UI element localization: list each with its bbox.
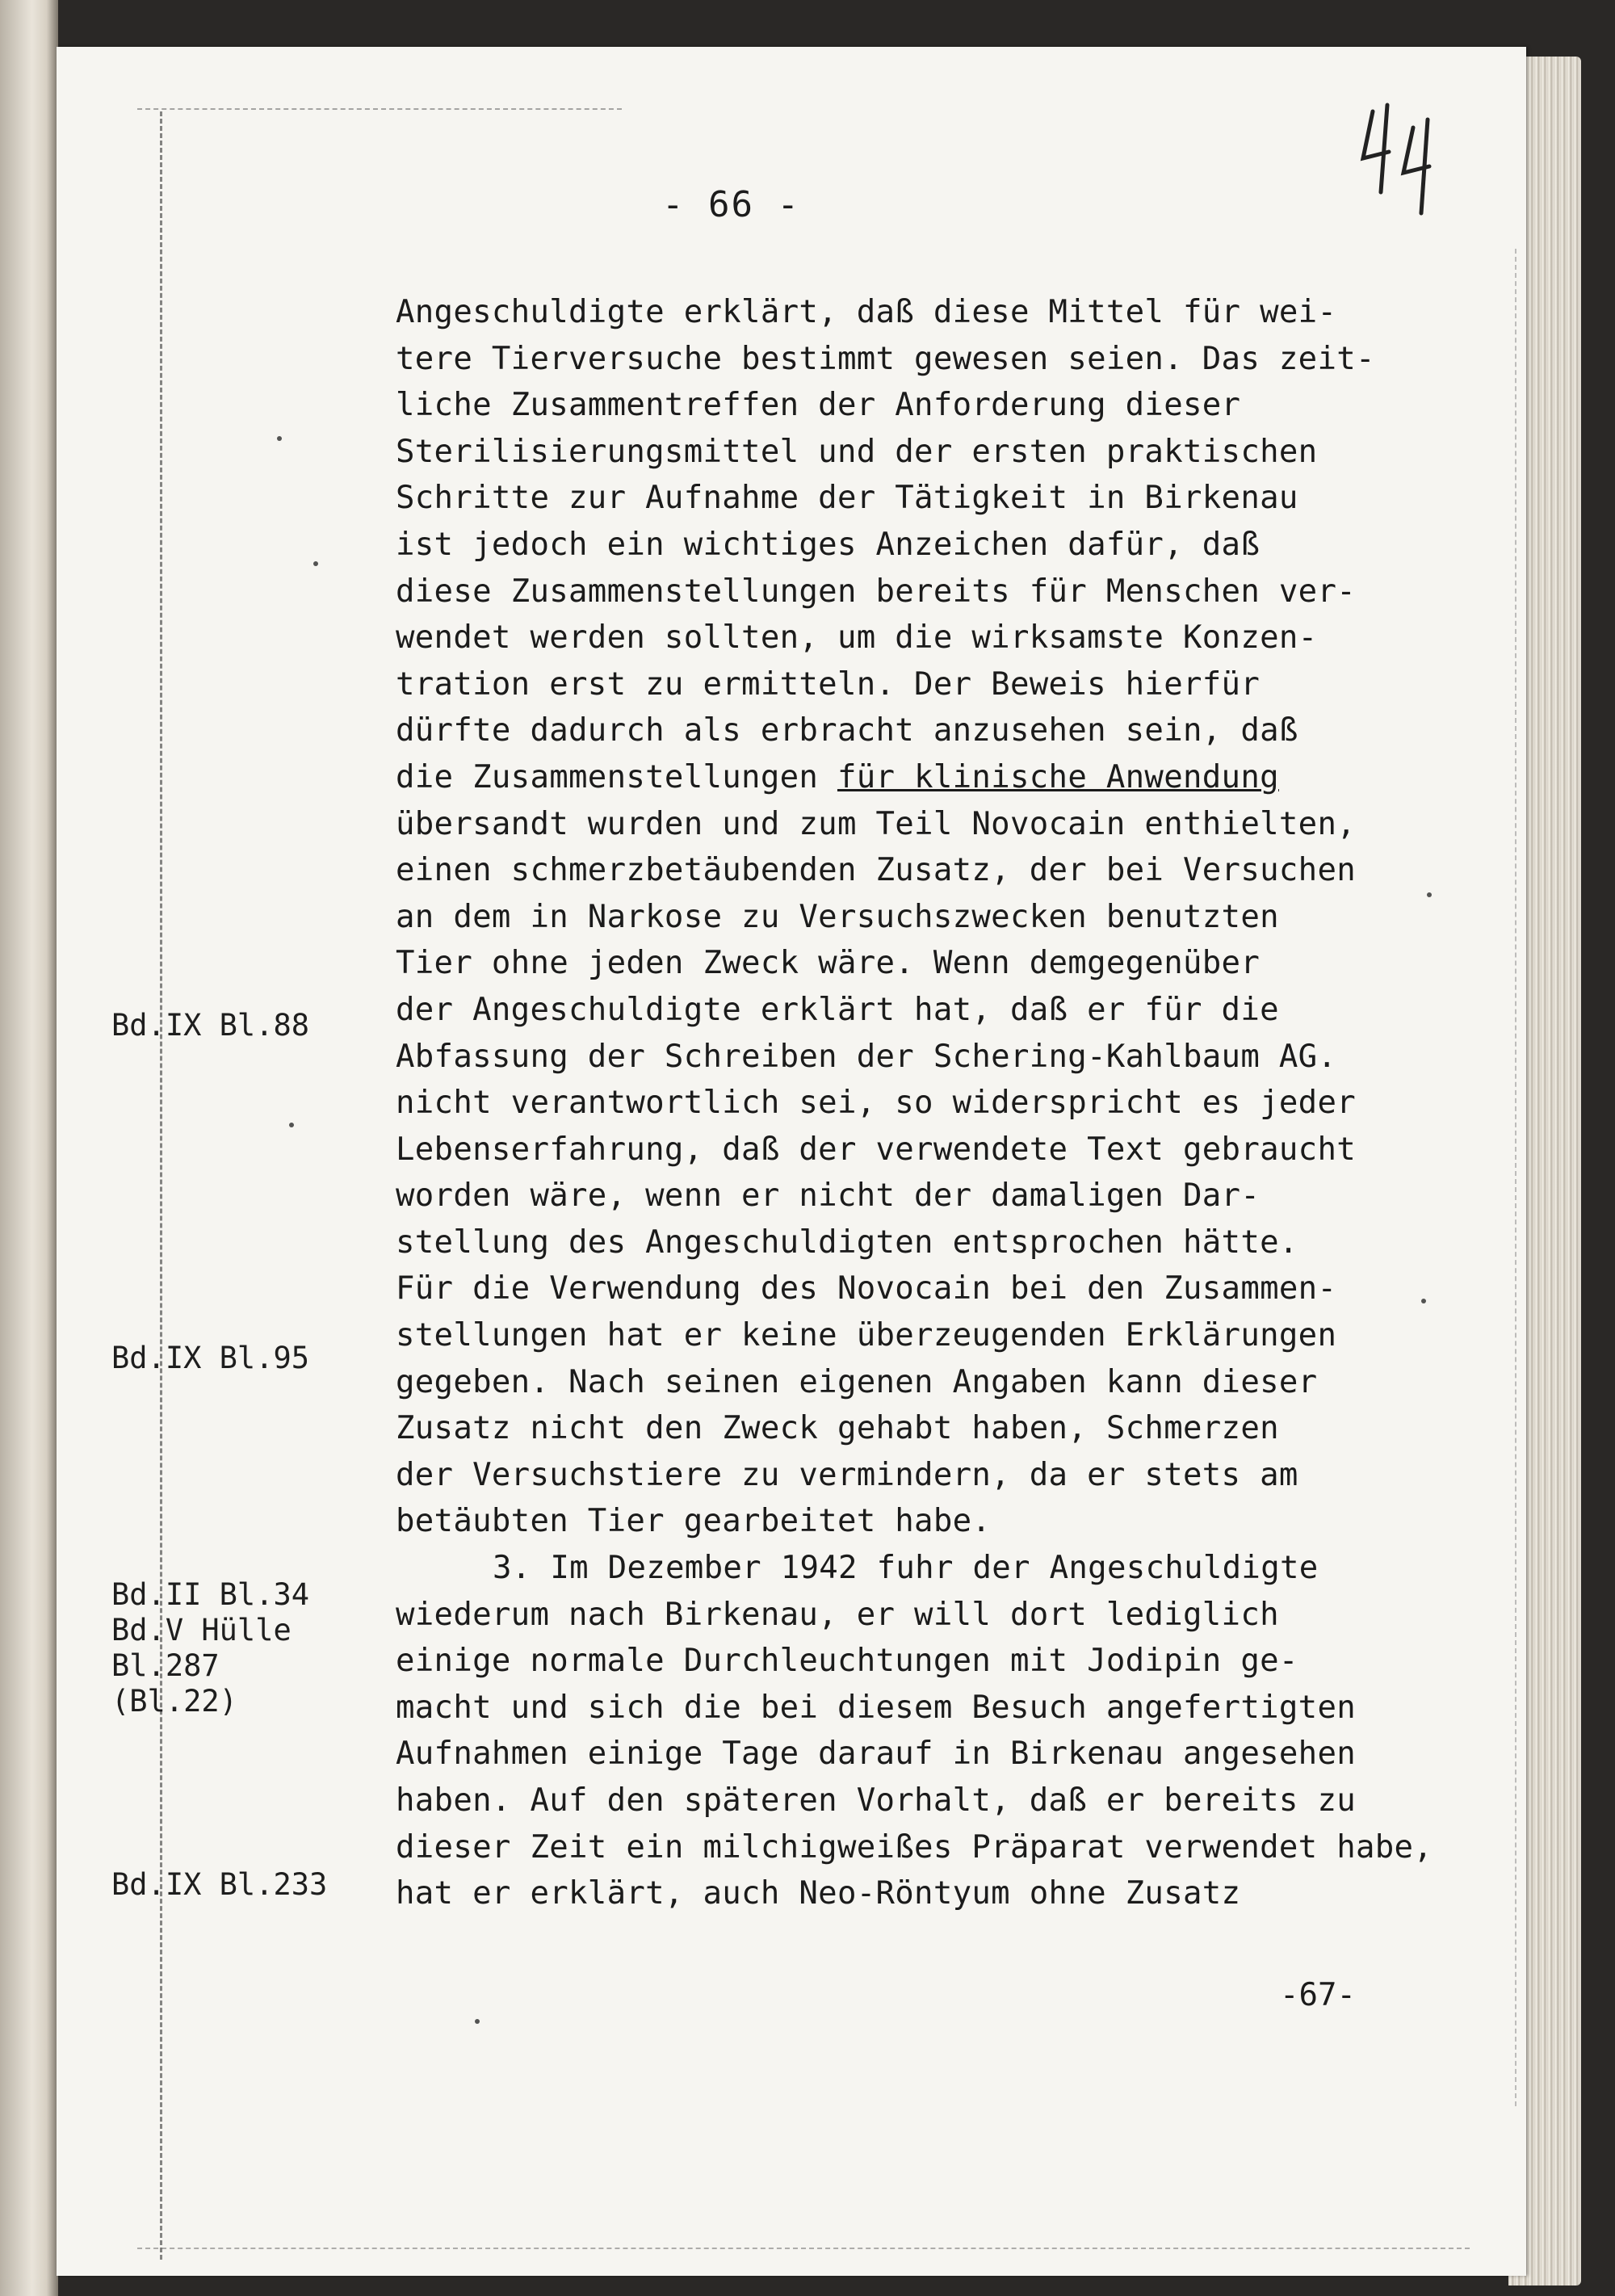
typed-rule-top — [137, 108, 622, 110]
text-line-content: nicht verantwortlich sei, so widerspricht es jeder — [396, 1085, 1356, 1122]
text-line — [396, 1685, 1421, 1731]
stray-mark — [1421, 1299, 1426, 1303]
text-line — [396, 1870, 1421, 1917]
margin-reference: Bd.II Bl.34 Bd.V Hülle Bl.287 (Bl.22) — [111, 1577, 310, 1719]
text-line-content: Zusatz nicht den Zweck gehabt haben, Schmerzen — [396, 1410, 1279, 1447]
text-line — [396, 1452, 1421, 1499]
text-line-content: hat er erklärt, auch Neo-Röntyum ohne Zusatz — [396, 1875, 1241, 1912]
text-line — [396, 1080, 1421, 1127]
stray-mark — [1427, 892, 1432, 897]
text-line — [396, 847, 1421, 894]
text-line-content: wiederum nach Birkenau, er will dort lediglich — [396, 1596, 1279, 1633]
text-line — [396, 987, 1421, 1034]
text-line-content: Angeschuldigte erklärt, daß diese Mittel für wei- — [396, 294, 1337, 330]
text-line-content: Für die Verwendung des Novocain bei den Zusammen- — [396, 1270, 1337, 1308]
text-line-content: stellungen hat er keine überzeugenden Erklärungen — [396, 1317, 1337, 1354]
text-line-content: der Angeschuldigte erklärt hat, daß er für die — [396, 991, 1279, 1028]
text-line — [396, 1173, 1421, 1219]
stray-mark — [475, 2019, 480, 2024]
text-line-content: übersandt wurden und zum Teil Novocain enthielten, — [396, 805, 1356, 842]
text-line — [396, 522, 1421, 569]
text-line — [396, 1731, 1421, 1778]
text-line-content: Sterilisierungsmittel und der ersten praktischen — [396, 433, 1318, 470]
book-spine-left — [0, 0, 58, 2296]
text-line-content: tere Tierversuche bestimmt gewesen seien. Das zeit- — [396, 340, 1375, 377]
text-line-content: 3. Im Dezember 1942 fuhr der Angeschuldigte — [493, 1550, 1319, 1587]
text-line — [396, 801, 1421, 848]
text-line — [396, 569, 1421, 615]
text-line-content: an dem in Narkose zu Versuchszwecken benutzten — [396, 898, 1279, 935]
text-line — [396, 894, 1421, 941]
text-line — [396, 1498, 1421, 1545]
text-line — [396, 1638, 1421, 1685]
text-line-content: stellung des Angeschuldigten entsprochen hätte. — [396, 1224, 1298, 1261]
text-line-content: gegeben. Nach seinen eigenen Angaben kann dieser — [396, 1363, 1318, 1400]
text-line — [396, 754, 1421, 801]
text-line — [396, 707, 1421, 754]
text-line — [396, 1545, 1421, 1592]
text-line — [396, 1127, 1421, 1173]
text-line — [396, 1312, 1421, 1359]
margin-reference: Bd.IX Bl.88 — [111, 1008, 310, 1043]
text-line-content: dieser Zeit ein milchigweißes Präparat verwendet habe, — [396, 1828, 1433, 1866]
text-line — [396, 289, 1421, 336]
text-line — [396, 1405, 1421, 1452]
text-line-content: Aufnahmen einige Tage darauf in Birkenau angesehen — [396, 1736, 1356, 1773]
text-line — [396, 940, 1421, 987]
typed-rule-right — [1515, 249, 1516, 2106]
text-line-content: Tier ohne jeden Zweck wäre. Wenn demgegenüber — [396, 945, 1261, 982]
underlined-phrase: für klinische Anwendung — [837, 758, 1279, 795]
catchword: -67- — [1280, 1977, 1356, 2013]
text-line-content: die Zusammenstellungen — [396, 758, 837, 795]
text-line — [396, 336, 1421, 383]
page-number: - 66 - — [662, 184, 800, 225]
text-line — [396, 661, 1421, 708]
text-line-content: tration erst zu ermitteln. Der Beweis hierfür — [396, 665, 1261, 703]
text-line — [396, 1034, 1421, 1081]
text-line — [396, 429, 1421, 476]
text-line-content: liche Zusammentreffen der Anforderung dieser — [396, 387, 1241, 424]
text-line — [396, 1824, 1433, 1871]
stray-mark — [313, 561, 318, 566]
text-line-content: Schritte zur Aufnahme der Tätigkeit in Birkenau — [396, 480, 1298, 517]
text-line — [396, 1219, 1421, 1266]
margin-reference: Bd.IX Bl.233 — [111, 1867, 328, 1902]
text-line — [396, 1359, 1421, 1406]
text-line — [396, 475, 1421, 522]
text-line — [396, 1592, 1421, 1639]
stray-mark — [289, 1123, 294, 1127]
text-line — [396, 1778, 1421, 1824]
text-line-content: betäubten Tier gearbeitet habe. — [396, 1503, 992, 1540]
text-line — [396, 615, 1421, 661]
text-line-content: dürfte dadurch als erbracht anzusehen sein, daß — [396, 712, 1298, 749]
text-line-content: einen schmerzbetäubenden Zusatz, der bei Versuchen — [396, 852, 1356, 889]
handwritten-folio-mark — [1357, 95, 1445, 216]
text-line-content: haben. Auf den späteren Vorhalt, daß er bereits zu — [396, 1782, 1356, 1819]
text-line — [396, 1266, 1421, 1312]
body-text — [396, 289, 1433, 1917]
text-line-content: der Versuchstiere zu vermindern, da er stets am — [396, 1456, 1298, 1493]
text-line — [396, 382, 1421, 429]
text-line-content: Lebenserfahrung, daß der verwendete Text gebraucht — [396, 1131, 1356, 1168]
stray-mark — [277, 436, 282, 441]
text-line-content: wendet werden sollten, um die wirksamste Konzen- — [396, 619, 1318, 657]
text-line-content: einige normale Durchleuchtungen mit Jodipin ge- — [396, 1643, 1298, 1680]
text-line-content: macht und sich die bei diesem Besuch angefertigten — [396, 1689, 1356, 1726]
text-line-content: diese Zusammenstellungen bereits für Menschen ver- — [396, 573, 1356, 610]
typed-rule-left — [160, 111, 162, 2260]
text-line-content: ist jedoch ein wichtiges Anzeichen dafür, daß — [396, 526, 1261, 563]
typed-rule-bottom — [137, 2248, 1470, 2249]
margin-reference: Bd.IX Bl.95 — [111, 1341, 310, 1375]
text-line-content: Abfassung der Schreiben der Schering-Kahlbaum AG. — [396, 1038, 1337, 1075]
text-line-content: worden wäre, wenn er nicht der damaligen Dar- — [396, 1177, 1261, 1215]
